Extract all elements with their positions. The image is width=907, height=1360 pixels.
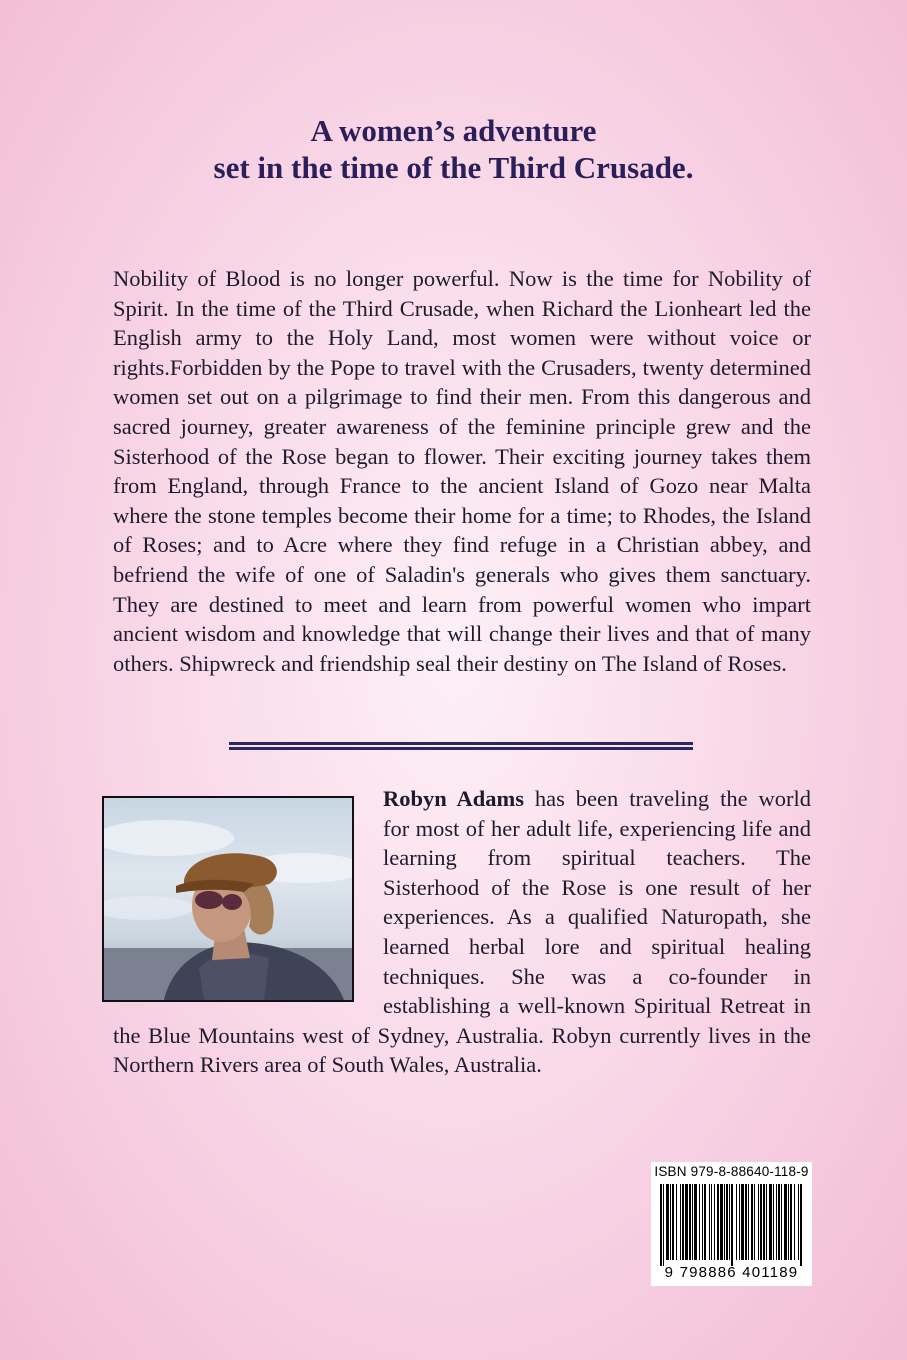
isbn-label: ISBN 979-8-88640-118-9 [654,1164,809,1179]
author-bio-text: has been traveling the world for most of her adult life, experiencing life and learning from spiritual teachers. The Sisterhood of the Rose is one result of her experiences. As a qualified Naturopath, she learned herbal lore and spiritual healing techniques. She was a co-founder in establishing a well-known Spiritual Retreat in the Blue Mountains west of Sydney, Australia. Robyn currently lives in the Northern Rivers area of South Wales, Australia. [113,786,811,1078]
barcode-digits: 9 798886 401189 [664,1264,799,1281]
headline [0,112,907,186]
barcode-bars-icon [659,1184,804,1270]
isbn-barcode [651,1162,812,1286]
headline-line-2: set in the time of the Third Crusade. [213,150,694,185]
photo-spacer [113,784,383,1007]
book-blurb: Nobility of Blood is no longer powerful. Now is the time for Nobility of Spirit. In the time of the Third Crusade, when Richard the Lionheart led the English army to the Holy Land, most women were without voice or rights.Forbidden by the Pope to travel with the Crusaders, twenty determined women set out on a pilgrimage to find their men. From this dangerous and sacred journey, greater awareness of the feminine principle grew and the Sisterhood of the Rose began to flower. Their exciting journey takes them from England, through France to the ancient Island of Gozo near Malta where the stone temples become their home for a time; to Rhodes, the Island of Roses; and to Acre where they find refuge in a Christian abbey, and befriend the wife of one of Saladin's generals who gives them sanctuary. They are destined to meet and learn from powerful women who impart ancient wisdom and knowledge that will change their lives and that of many others. Shipwreck and friendship seal their destiny on The Island of Roses. [113,266,811,676]
headline-line-1: A women’s adventure [310,113,597,148]
author-name: Robyn Adams [383,786,524,811]
section-divider [229,742,693,750]
author-bio [113,784,811,1080]
